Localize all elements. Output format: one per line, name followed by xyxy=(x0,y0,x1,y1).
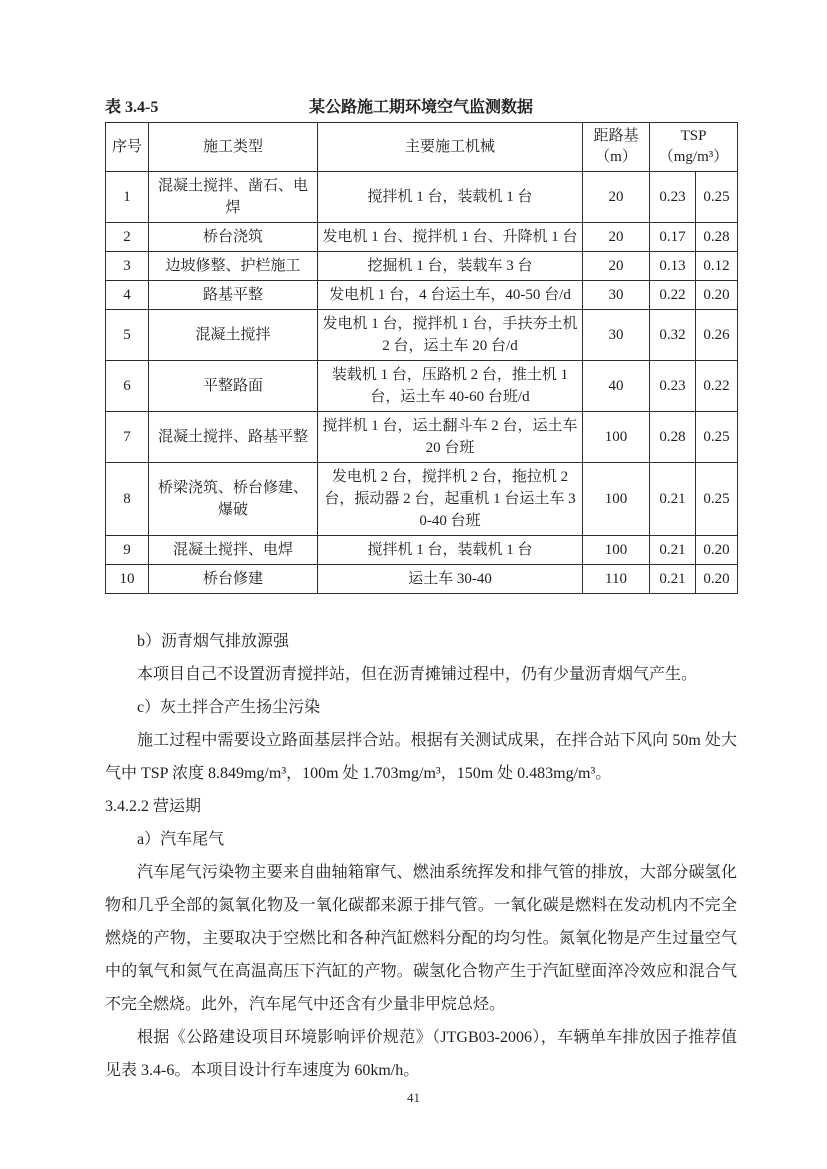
header-machines: 主要施工机械 xyxy=(318,123,583,172)
cell-tsp-1: 0.23 xyxy=(650,361,696,412)
cell-tsp-1: 0.21 xyxy=(650,536,696,565)
header-distance xyxy=(583,123,650,172)
table-row xyxy=(106,536,738,565)
cell-tsp-1: 0.28 xyxy=(650,412,696,463)
cell-machines: 发电机 2 台，搅拌机 2 台，拖拉机 2 台，振动器 2 台，起重机 1 台运土车 30-40 台班 xyxy=(318,463,583,536)
cell-construction-type: 混凝土搅拌、路基平整 xyxy=(149,412,318,463)
header-distance-line1: 距路基 xyxy=(593,128,639,144)
cell-index: 7 xyxy=(106,412,149,463)
cell-distance: 100 xyxy=(583,412,650,463)
header-tsp-line2: （mg/m³） xyxy=(658,149,729,165)
table-row xyxy=(106,412,738,463)
table-row xyxy=(106,463,738,536)
item-c-heading: c）灰土拌合产生扬尘污染 xyxy=(137,699,321,716)
paragraph-asphalt: 本项目自己不设置沥青搅拌站，但在沥青摊铺过程中，仍有少量沥青烟气产生。 xyxy=(137,666,698,683)
cell-construction-type: 边坡修整、护栏施工 xyxy=(149,252,318,281)
cell-tsp-1: 0.23 xyxy=(650,172,696,223)
cell-tsp-1: 0.21 xyxy=(650,463,696,536)
cell-tsp-2: 0.20 xyxy=(696,281,738,310)
table-title: 某公路施工期环境空气监测数据 xyxy=(308,99,534,116)
cell-distance: 110 xyxy=(583,565,650,594)
table-row xyxy=(106,310,738,361)
section-heading-3-4-2-2: 3.4.2.2 营运期 xyxy=(105,798,202,815)
item-a-heading: a）汽车尾气 xyxy=(137,831,225,848)
body-text xyxy=(105,625,737,1087)
cell-distance: 20 xyxy=(583,223,650,252)
cell-index: 8 xyxy=(106,463,149,536)
table-row xyxy=(106,252,738,281)
cell-index: 2 xyxy=(106,223,149,252)
cell-machines: 搅拌机 1 台，装载机 1 台 xyxy=(318,172,583,223)
cell-tsp-2: 0.25 xyxy=(696,412,738,463)
page-number: 41 xyxy=(407,1090,420,1105)
cell-index: 3 xyxy=(106,252,149,281)
paragraph-dust: 施工过程中需要设立路面基层拌合站。根据有关测试成果，在拌合站下风向 50m 处大气中 TSP 浓度 8.849mg/m³，100m 处 1.703mg/m³，150m 处 0.483mg/m³。 xyxy=(105,732,737,782)
cell-construction-type: 桥梁浇筑、桥台修建、爆破 xyxy=(149,463,318,536)
table-header-row xyxy=(106,123,738,172)
cell-machines: 发电机 1 台、搅拌机 1 台、升降机 1 台 xyxy=(318,223,583,252)
cell-tsp-1: 0.17 xyxy=(650,223,696,252)
cell-distance: 100 xyxy=(583,463,650,536)
header-distance-line2: （m） xyxy=(595,149,637,165)
paragraph-exhaust: 汽车尾气污染物主要来自曲轴箱窜气、燃油系统挥发和排气管的排放，大部分碳氢化物和几乎全部的氮氧化物及一氧化碳都来源于排气管。一氧化碳是燃料在发动机内不完全燃烧的产物，主要取决于空燃比和各种汽缸燃料分配的均匀性。氮氧化物是产生过量空气中的氧气和氮气在高温高压下汽缸的产物。碳氢化合物产生于汽缸壁面淬冷效应和混合气不完全燃烧。此外，汽车尾气中还含有少量非甲烷总烃。 xyxy=(105,864,737,1013)
cell-tsp-1: 0.13 xyxy=(650,252,696,281)
cell-tsp-2: 0.25 xyxy=(696,463,738,536)
table-caption: 表 3.4-5 xyxy=(105,99,159,116)
header-index: 序号 xyxy=(106,123,149,172)
cell-distance: 40 xyxy=(583,361,650,412)
paragraph-standard: 根据《公路建设项目环境影响评价规范》（JTGB03-2006），车辆单车排放因子推荐值见表 3.4-6。本项目设计行车速度为 60km/h。 xyxy=(105,1029,737,1079)
cell-distance: 20 xyxy=(583,252,650,281)
table-caption-row xyxy=(105,97,737,119)
table-row xyxy=(106,172,738,223)
item-b-heading: b）沥青烟气排放源强 xyxy=(137,633,290,650)
cell-construction-type: 桥台修建 xyxy=(149,565,318,594)
cell-tsp-2: 0.25 xyxy=(696,172,738,223)
cell-construction-type: 桥台浇筑 xyxy=(149,223,318,252)
cell-index: 5 xyxy=(106,310,149,361)
cell-distance: 30 xyxy=(583,310,650,361)
cell-machines: 搅拌机 1 台，运土翻斗车 2 台，运土车 20 台班 xyxy=(318,412,583,463)
cell-construction-type: 平整路面 xyxy=(149,361,318,412)
cell-tsp-1: 0.32 xyxy=(650,310,696,361)
cell-tsp-1: 0.22 xyxy=(650,281,696,310)
air-monitoring-table xyxy=(105,122,738,594)
cell-machines: 装载机 1 台，压路机 2 台，推土机 1 台，运土车 40-60 台班/d xyxy=(318,361,583,412)
table-row xyxy=(106,223,738,252)
cell-index: 10 xyxy=(106,565,149,594)
cell-tsp-1: 0.21 xyxy=(650,565,696,594)
table-row xyxy=(106,565,738,594)
cell-tsp-2: 0.20 xyxy=(696,536,738,565)
cell-machines: 运土车 30-40 xyxy=(318,565,583,594)
cell-tsp-2: 0.26 xyxy=(696,310,738,361)
cell-index: 4 xyxy=(106,281,149,310)
cell-construction-type: 混凝土搅拌 xyxy=(149,310,318,361)
header-tsp-line1: TSP xyxy=(680,128,707,144)
cell-distance: 20 xyxy=(583,172,650,223)
cell-tsp-2: 0.22 xyxy=(696,361,738,412)
header-tsp xyxy=(650,123,738,172)
cell-distance: 30 xyxy=(583,281,650,310)
cell-index: 9 xyxy=(106,536,149,565)
cell-index: 1 xyxy=(106,172,149,223)
cell-construction-type: 路基平整 xyxy=(149,281,318,310)
header-construction-type: 施工类型 xyxy=(149,123,318,172)
cell-tsp-2: 0.20 xyxy=(696,565,738,594)
table-row xyxy=(106,281,738,310)
cell-machines: 挖掘机 1 台，装载车 3 台 xyxy=(318,252,583,281)
cell-tsp-2: 0.28 xyxy=(696,223,738,252)
page-footer xyxy=(0,1090,827,1106)
cell-index: 6 xyxy=(106,361,149,412)
cell-distance: 100 xyxy=(583,536,650,565)
cell-machines: 发电机 1 台，搅拌机 1 台，手扶夯土机 2 台，运土车 20 台/d xyxy=(318,310,583,361)
cell-construction-type: 混凝土搅拌、电焊 xyxy=(149,536,318,565)
cell-machines: 搅拌机 1 台，装载机 1 台 xyxy=(318,536,583,565)
cell-construction-type: 混凝土搅拌、凿石、电焊 xyxy=(149,172,318,223)
table-row xyxy=(106,361,738,412)
cell-machines: 发电机 1 台，4 台运土车，40-50 台/d xyxy=(318,281,583,310)
cell-tsp-2: 0.12 xyxy=(696,252,738,281)
